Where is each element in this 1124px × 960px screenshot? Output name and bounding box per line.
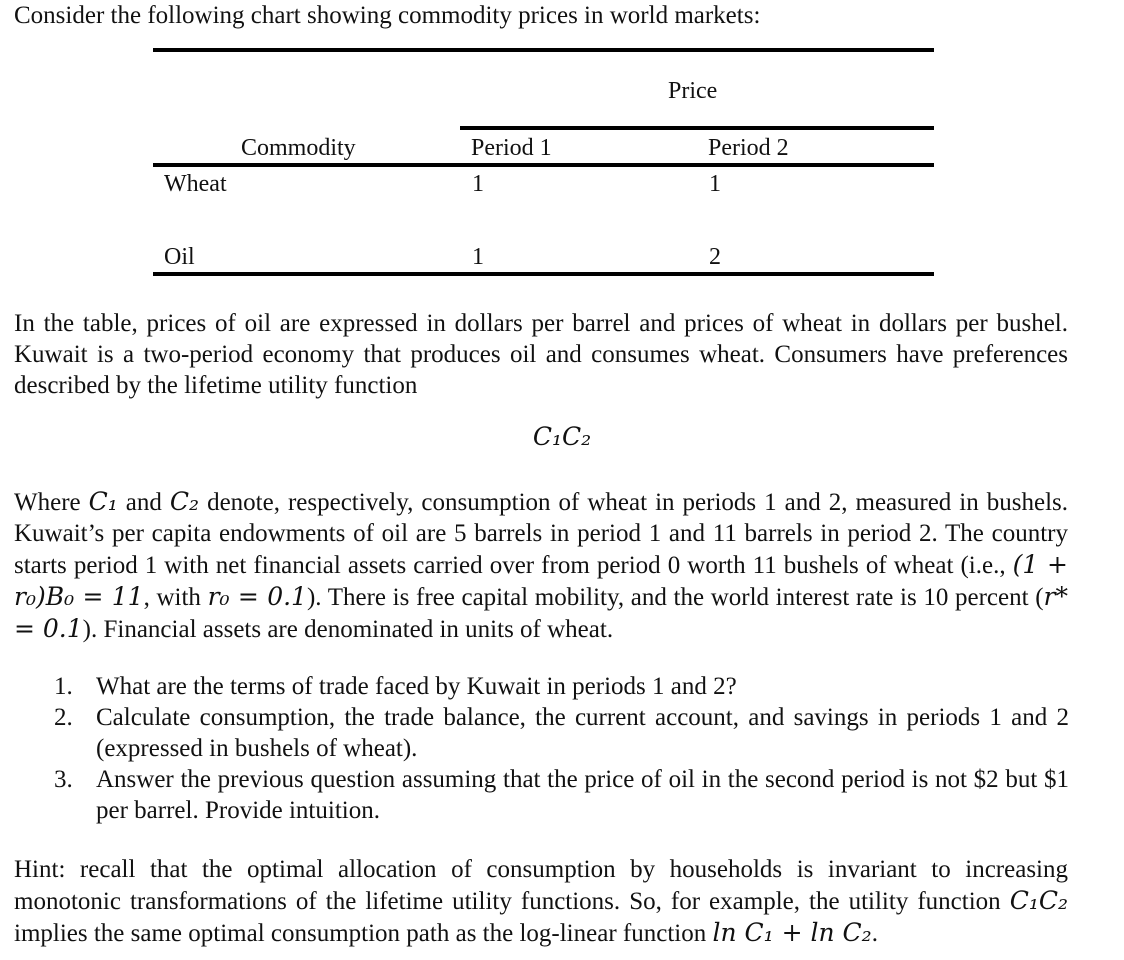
question-number: 2. — [54, 704, 73, 731]
hint-text-2: implies the same optimal consumption path as the log-linear function — [14, 920, 713, 947]
question-number: 1. — [54, 673, 73, 700]
intro-text: Consider the following chart showing commodity prices in world markets: — [14, 2, 761, 29]
math-world-rate: r* = 0.1 — [14, 582, 1068, 643]
row-oil-period-1: 1 — [472, 244, 484, 270]
header-rule — [153, 163, 934, 167]
question-text: Answer the previous question assuming that the price of oil in the second period is not $2 but $1 per barrel. Provide intuition. — [96, 766, 1069, 824]
question-text: What are the terms of trade faced by Kuwait in periods 1 and 2? — [96, 673, 737, 700]
question-text: Calculate consumption, the trade balance, the current account, and savings in periods 1 and 2 (expressed in bushels of wheat). — [96, 704, 1069, 762]
question-number: 3. — [54, 766, 73, 793]
hint-math-log: ln C₁ + ln C₂ — [712, 918, 872, 947]
col-header-commodity: Commodity — [241, 135, 356, 161]
col-header-period-2: Period 2 — [708, 135, 789, 161]
row-wheat-period-1: 1 — [472, 171, 484, 197]
col-header-period-1: Period 1 — [471, 135, 552, 161]
para2-text-5: ). There is free capital mobility, and the world interest rate is 10 percent ( — [306, 584, 1044, 611]
hint-math-utility: C₁C₂ — [1009, 886, 1068, 915]
math-r0: r₀ = 0.1 — [207, 582, 307, 611]
row-wheat-commodity: Wheat — [164, 171, 227, 197]
math-c1: C₁ — [88, 487, 118, 516]
para2-text-4: , with — [143, 584, 208, 611]
paragraph-endowments — [14, 486, 1068, 645]
para2-text-1: Where — [14, 489, 89, 516]
hint-paragraph — [14, 854, 1068, 949]
hint-text-3: . — [871, 920, 878, 947]
table-bottom-rule — [153, 272, 934, 276]
para2-text-6: ). Financial assets are denominated in units of wheat. — [82, 616, 614, 643]
price-group-header: Price — [668, 78, 718, 104]
question-item — [54, 671, 1069, 702]
hint-text-1: Hint: recall that the optimal allocation of consumption by households is invariant to increasing monotonic transformations of the lifetime utility functions. So, for example, the utility function — [14, 856, 1068, 915]
table-top-rule — [153, 48, 934, 52]
row-oil-commodity: Oil — [164, 244, 195, 270]
row-wheat-period-2: 1 — [709, 171, 721, 197]
price-group-rule — [460, 126, 934, 130]
utility-function: C₁C₂ — [532, 422, 592, 451]
para2-text-2: and — [117, 489, 170, 516]
question-item — [54, 764, 1069, 826]
question-item — [54, 702, 1069, 764]
question-list — [54, 671, 1069, 826]
paragraph-setup: In the table, prices of oil are expressed in dollars per barrel and prices of wheat in dollars per bushel. Kuwait is a two-period economy that produces oil and consumes wheat. Consumers have preferences described by the lifetime utility function — [14, 310, 1068, 399]
math-initial-assets: (1 + r₀)B₀ = 11 — [14, 550, 1068, 611]
para2-text-3: denote, respectively, consumption of wheat in periods 1 and 2, measured in bushels. Kuwait’s per capita endowments of oil are 5 barrels in period 1 and 11 barrels in period 2. The country starts period 1 with net financial assets carried over from period 0 worth 11 bushels of wheat (i.e., — [14, 489, 1068, 579]
math-c2: C₂ — [169, 487, 200, 516]
row-oil-period-2: 2 — [709, 244, 721, 270]
